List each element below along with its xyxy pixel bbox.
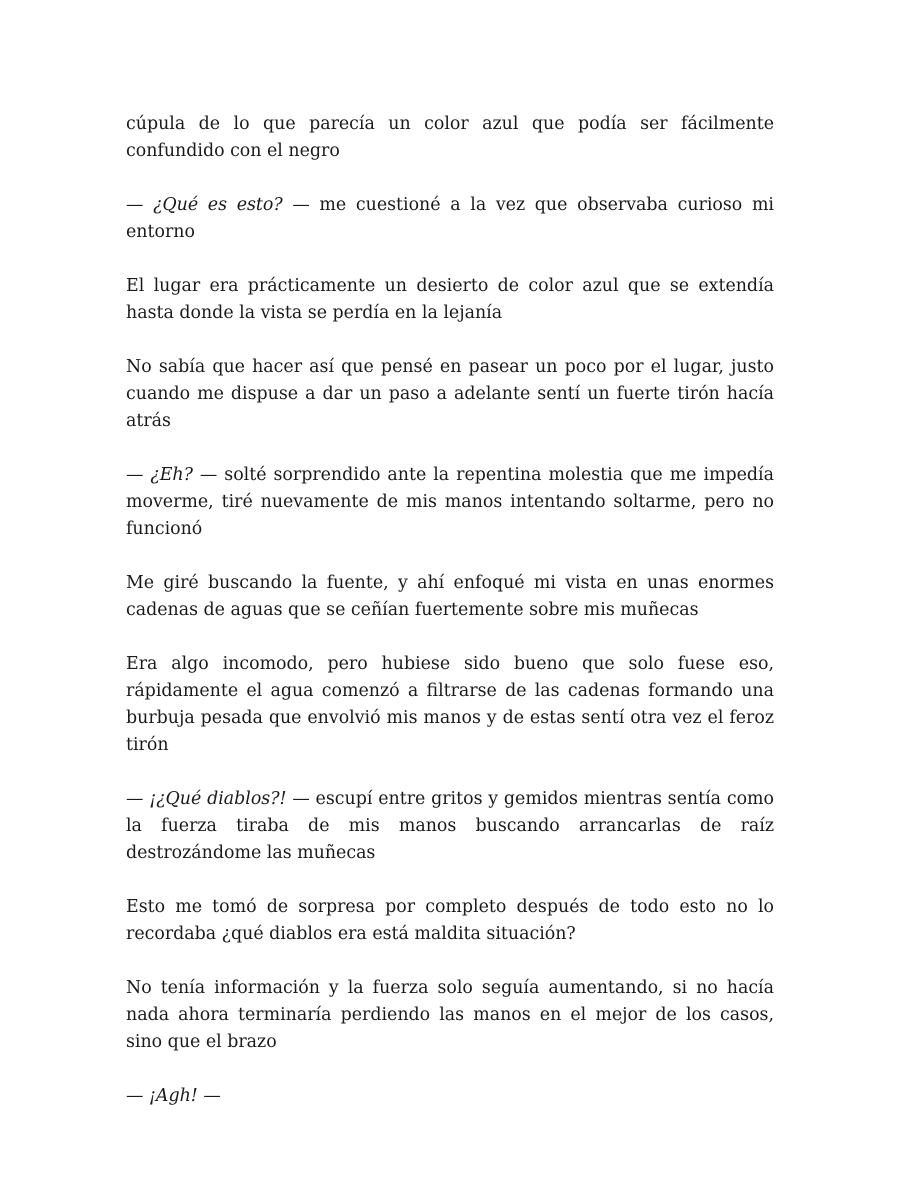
narration-text: — solté sorprendido ante la repentina molestia que me impedía moverme, tiré nuevamente de mis manos intentando soltarme, pero no funcionó	[126, 465, 774, 539]
paragraph: Era algo incomodo, pero hubiese sido bueno que solo fuese eso, rápidamente el agua comenzó a filtrarse de las cadenas formando una burbuja pesada que envolvió mis manos y de estas sentí otra vez el feroz tirón	[126, 654, 774, 755]
document-body	[126, 111, 774, 1110]
narration-text: — me cuestioné a la vez que observaba curioso mi entorno	[126, 195, 774, 242]
dialogue-text: ¡¿Qué diablos?!	[149, 789, 287, 809]
paragraph: No tenía información y la fuerza solo seguía aumentando, si no hacía nada ahora terminaría perdiendo las manos en el mejor de los casos, sino que el brazo	[126, 978, 774, 1052]
dialogue-paragraph	[126, 786, 774, 867]
dialogue-text: ¡Agh!	[148, 1086, 198, 1106]
paragraph: Esto me tomó de sorpresa por completo después de todo esto no lo recordaba ¿qué diablos era está maldita situación?	[126, 897, 774, 944]
paragraph: El lugar era prácticamente un desierto de color azul que se extendía hasta donde la vista se perdía en la lejanía	[126, 276, 774, 323]
dialogue-dash: —	[126, 789, 150, 809]
paragraph: No sabía que hacer así que pensé en pasear un poco por el lugar, justo cuando me dispuse a dar un paso a adelante sentí un fuerte tirón hacía atrás	[126, 357, 774, 431]
dialogue-text: ¿Eh?	[150, 465, 193, 485]
dialogue-paragraph	[126, 192, 774, 246]
dialogue-paragraph	[126, 1083, 774, 1110]
dialogue-paragraph	[126, 462, 774, 543]
narration-text: — escupí entre gritos y gemidos mientras sentía como la fuerza tiraba de mis manos buscando arrancarlas de raíz destrozándome las muñecas	[126, 789, 774, 863]
dialogue-dash: —	[126, 1086, 149, 1106]
dialogue-dash: —	[126, 465, 151, 485]
paragraph: cúpula de lo que parecía un color azul que podía ser fácilmente confundido con el negro	[126, 114, 774, 161]
dialogue-dash: —	[126, 195, 154, 215]
paragraph: Me giré buscando la fuente, y ahí enfoqué mi vista en unas enormes cadenas de aguas que se ceñían fuertemente sobre mis muñecas	[126, 573, 774, 620]
dialogue-text: ¿Qué es esto?	[153, 195, 283, 215]
narration-text: —	[197, 1086, 221, 1106]
